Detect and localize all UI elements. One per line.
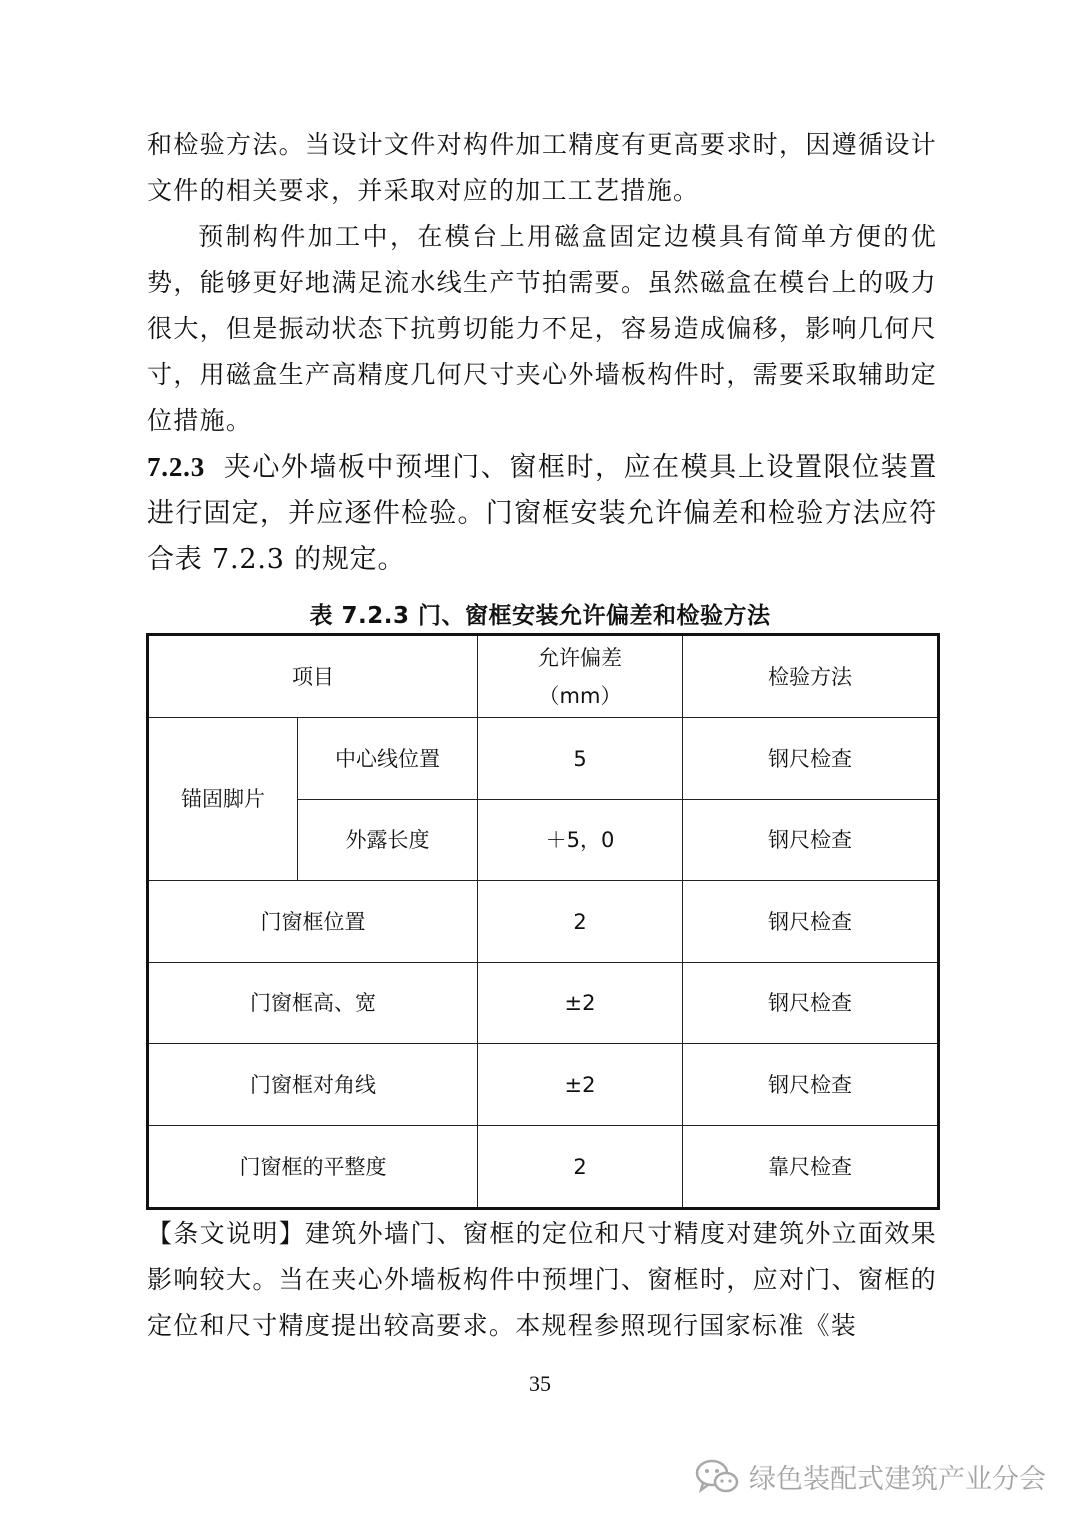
watermark (695, 1457, 1046, 1496)
paragraph-continued: 和检验方法。当设计文件对构件加工精度有更高要求时，因遵循设计文件的相关要求，并采取对应的加工工艺措施。 (147, 130, 937, 205)
clause-number: 7.2.3 (147, 452, 205, 482)
table-row (148, 1044, 939, 1126)
clause-text: 夹心外墙板中预埋门、窗框时，应在模具上设置限位装置进行固定，并应逐件检验。门窗框安装允许偏差和检验方法应符合表 7.2.3 的规定。 (147, 452, 937, 575)
row-label: 中心线位置 (298, 718, 478, 800)
table-row (148, 963, 939, 1044)
header-tolerance (478, 635, 683, 718)
row-label: 门窗框对角线 (148, 1044, 478, 1126)
row-method: 钢尺检查 (683, 718, 939, 800)
header-method: 检验方法 (683, 635, 939, 718)
paragraph-magnetic-box (147, 214, 937, 444)
table-header-row (148, 635, 939, 718)
row-method: 钢尺检查 (683, 1044, 939, 1126)
header-tolerance-label: 允许偏差 (538, 645, 622, 670)
wechat-icon (695, 1459, 739, 1495)
header-item: 项目 (148, 635, 478, 718)
table-row (148, 1126, 939, 1209)
row-method: 靠尺检查 (683, 1126, 939, 1209)
row-method: 钢尺检查 (683, 963, 939, 1044)
clause-explanation: 【条文说明】建筑外墙门、窗框的定位和尺寸精度对建筑外立面效果影响较大。当在夹心外墙板构件中预埋门、窗框时，应对门、窗框的定位和尺寸精度提出较高要求。本规程参照现行国家标准《装 (147, 1219, 937, 1340)
anchor-group-cell: 锚固脚片 (148, 718, 298, 881)
row-label: 门窗框的平整度 (148, 1126, 478, 1209)
page-number: 35 (529, 1371, 551, 1396)
row-tolerance: ±2 (478, 1044, 683, 1126)
tolerance-table (146, 633, 940, 1210)
row-tolerance: 2 (478, 1126, 683, 1209)
row-label: 门窗框位置 (148, 881, 478, 963)
row-tolerance: 2 (478, 881, 683, 963)
row-tolerance: ±2 (478, 963, 683, 1044)
clause-7-2-3 (147, 444, 937, 583)
table-row (148, 881, 939, 963)
table-row (148, 718, 939, 800)
header-tolerance-unit: （mm） (538, 683, 622, 708)
paragraph-magnetic-box-text: 预制构件加工中，在模台上用磁盒固定边模具有简单方便的优势，能够更好地满足流水线生产节拍需要。虽然磁盒在模台上的吸力很大，但是振动状态下抗剪切能力不足，容易造成偏移，影响几何尺寸，用磁盒生产高精度几何尺寸夹心外墙板构件时，需要采取辅助定位措施。 (147, 222, 937, 435)
row-method: 钢尺检查 (683, 881, 939, 963)
table-caption: 表 7.2.3 门、窗框安装允许偏差和检验方法 (309, 603, 771, 629)
row-label: 门窗框高、宽 (148, 963, 478, 1044)
row-tolerance: 5 (478, 718, 683, 800)
watermark-text: 绿色装配式建筑产业分会 (749, 1464, 1046, 1495)
row-label: 外露长度 (298, 800, 478, 881)
row-tolerance: ＋5，0 (478, 800, 683, 881)
row-method: 钢尺检查 (683, 800, 939, 881)
